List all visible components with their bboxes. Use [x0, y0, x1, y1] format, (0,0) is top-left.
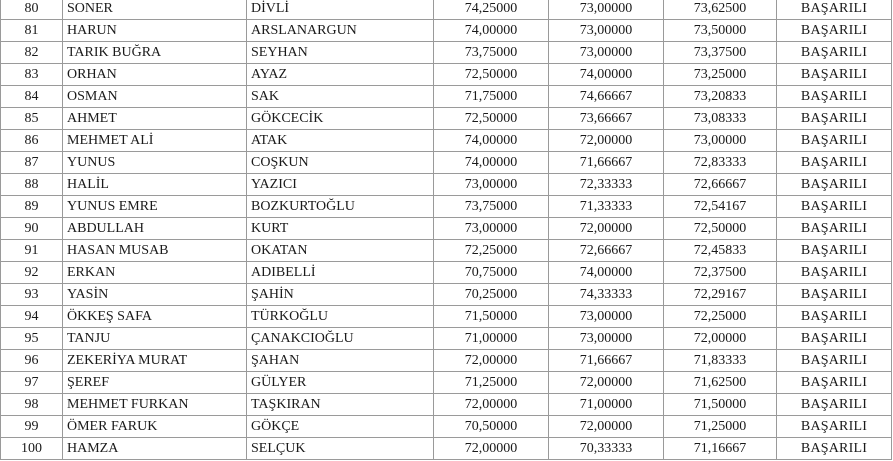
- status-cell: BAŞARILI: [777, 240, 892, 262]
- last-name-cell: AYAZ: [247, 64, 434, 86]
- row-number: 90: [1, 218, 63, 240]
- first-name-cell: ORHAN: [63, 64, 247, 86]
- last-name-cell: KURT: [247, 218, 434, 240]
- score-1-cell: 72,25000: [434, 240, 549, 262]
- score-1-cell: 70,75000: [434, 262, 549, 284]
- status-cell: BAŞARILI: [777, 152, 892, 174]
- score-1-cell: 74,00000: [434, 152, 549, 174]
- table-row: [1, 64, 892, 86]
- row-number: 82: [1, 42, 63, 64]
- score-2-cell: 73,00000: [549, 20, 664, 42]
- row-number: 97: [1, 372, 63, 394]
- row-number: 87: [1, 152, 63, 174]
- first-name-cell: HARUN: [63, 20, 247, 42]
- first-name-cell: SONER: [63, 0, 247, 20]
- average-score-cell: 72,25000: [664, 306, 777, 328]
- table-row: [1, 328, 892, 350]
- row-number: 96: [1, 350, 63, 372]
- results-table-body: [1, 0, 892, 460]
- first-name-cell: AHMET: [63, 108, 247, 130]
- table-row: [1, 20, 892, 42]
- score-1-cell: 72,50000: [434, 108, 549, 130]
- status-cell: BAŞARILI: [777, 0, 892, 20]
- average-score-cell: 72,54167: [664, 196, 777, 218]
- status-cell: BAŞARILI: [777, 284, 892, 306]
- status-cell: BAŞARILI: [777, 196, 892, 218]
- first-name-cell: MEHMET ALİ: [63, 130, 247, 152]
- score-2-cell: 74,66667: [549, 86, 664, 108]
- table-row: [1, 130, 892, 152]
- status-cell: BAŞARILI: [777, 306, 892, 328]
- last-name-cell: SELÇUK: [247, 438, 434, 460]
- row-number: 95: [1, 328, 63, 350]
- status-cell: BAŞARILI: [777, 262, 892, 284]
- score-1-cell: 73,00000: [434, 218, 549, 240]
- first-name-cell: ZEKERİYA MURAT: [63, 350, 247, 372]
- first-name-cell: ÖMER FARUK: [63, 416, 247, 438]
- score-1-cell: 73,75000: [434, 196, 549, 218]
- first-name-cell: TARIK BUĞRA: [63, 42, 247, 64]
- score-2-cell: 73,00000: [549, 0, 664, 20]
- status-cell: BAŞARILI: [777, 328, 892, 350]
- last-name-cell: YAZICI: [247, 174, 434, 196]
- score-1-cell: 72,00000: [434, 394, 549, 416]
- table-row: [1, 284, 892, 306]
- last-name-cell: ADIBELLİ: [247, 262, 434, 284]
- last-name-cell: GÖKCECİK: [247, 108, 434, 130]
- score-1-cell: 72,50000: [434, 64, 549, 86]
- average-score-cell: 73,37500: [664, 42, 777, 64]
- last-name-cell: SEYHAN: [247, 42, 434, 64]
- status-cell: BAŞARILI: [777, 416, 892, 438]
- first-name-cell: HAMZA: [63, 438, 247, 460]
- status-cell: BAŞARILI: [777, 64, 892, 86]
- row-number: 83: [1, 64, 63, 86]
- average-score-cell: 71,83333: [664, 350, 777, 372]
- last-name-cell: TAŞKIRAN: [247, 394, 434, 416]
- score-2-cell: 71,33333: [549, 196, 664, 218]
- first-name-cell: TANJU: [63, 328, 247, 350]
- score-2-cell: 72,00000: [549, 130, 664, 152]
- row-number: 88: [1, 174, 63, 196]
- score-2-cell: 73,00000: [549, 328, 664, 350]
- last-name-cell: TÜRKOĞLU: [247, 306, 434, 328]
- last-name-cell: ÇANAKCIOĞLU: [247, 328, 434, 350]
- first-name-cell: ABDULLAH: [63, 218, 247, 240]
- table-row: [1, 86, 892, 108]
- status-cell: BAŞARILI: [777, 218, 892, 240]
- score-2-cell: 73,66667: [549, 108, 664, 130]
- average-score-cell: 73,00000: [664, 130, 777, 152]
- average-score-cell: 72,45833: [664, 240, 777, 262]
- table-row: [1, 306, 892, 328]
- table-row: [1, 416, 892, 438]
- score-1-cell: 72,00000: [434, 350, 549, 372]
- score-2-cell: 71,66667: [549, 350, 664, 372]
- average-score-cell: 72,83333: [664, 152, 777, 174]
- average-score-cell: 72,66667: [664, 174, 777, 196]
- status-cell: BAŞARILI: [777, 130, 892, 152]
- score-2-cell: 72,00000: [549, 372, 664, 394]
- average-score-cell: 71,62500: [664, 372, 777, 394]
- last-name-cell: OKATAN: [247, 240, 434, 262]
- last-name-cell: COŞKUN: [247, 152, 434, 174]
- first-name-cell: ERKAN: [63, 262, 247, 284]
- row-number: 86: [1, 130, 63, 152]
- score-1-cell: 74,00000: [434, 20, 549, 42]
- status-cell: BAŞARILI: [777, 20, 892, 42]
- row-number: 84: [1, 86, 63, 108]
- first-name-cell: YASİN: [63, 284, 247, 306]
- row-number: 91: [1, 240, 63, 262]
- table-row: [1, 438, 892, 460]
- score-1-cell: 73,00000: [434, 174, 549, 196]
- average-score-cell: 72,37500: [664, 262, 777, 284]
- score-2-cell: 72,00000: [549, 416, 664, 438]
- status-cell: BAŞARILI: [777, 350, 892, 372]
- last-name-cell: ARSLANARGUN: [247, 20, 434, 42]
- table-row: [1, 152, 892, 174]
- score-2-cell: 73,00000: [549, 306, 664, 328]
- score-2-cell: 72,33333: [549, 174, 664, 196]
- score-2-cell: 71,00000: [549, 394, 664, 416]
- score-2-cell: 70,33333: [549, 438, 664, 460]
- average-score-cell: 72,29167: [664, 284, 777, 306]
- score-2-cell: 71,66667: [549, 152, 664, 174]
- last-name-cell: ŞAHAN: [247, 350, 434, 372]
- status-cell: BAŞARILI: [777, 438, 892, 460]
- table-row: [1, 394, 892, 416]
- table-row: [1, 108, 892, 130]
- row-number: 80: [1, 0, 63, 20]
- average-score-cell: 73,20833: [664, 86, 777, 108]
- row-number: 93: [1, 284, 63, 306]
- average-score-cell: 72,00000: [664, 328, 777, 350]
- table-row: [1, 240, 892, 262]
- score-2-cell: 74,00000: [549, 64, 664, 86]
- table-row: [1, 174, 892, 196]
- average-score-cell: 73,08333: [664, 108, 777, 130]
- row-number: 92: [1, 262, 63, 284]
- average-score-cell: 73,50000: [664, 20, 777, 42]
- score-1-cell: 71,50000: [434, 306, 549, 328]
- status-cell: BAŞARILI: [777, 42, 892, 64]
- last-name-cell: ATAK: [247, 130, 434, 152]
- score-2-cell: 73,00000: [549, 42, 664, 64]
- row-number: 94: [1, 306, 63, 328]
- last-name-cell: SAK: [247, 86, 434, 108]
- average-score-cell: 71,50000: [664, 394, 777, 416]
- score-2-cell: 72,00000: [549, 218, 664, 240]
- first-name-cell: ÖKKEŞ SAFA: [63, 306, 247, 328]
- score-2-cell: 74,00000: [549, 262, 664, 284]
- average-score-cell: 73,25000: [664, 64, 777, 86]
- score-1-cell: 73,75000: [434, 42, 549, 64]
- average-score-cell: 71,16667: [664, 438, 777, 460]
- row-number: 99: [1, 416, 63, 438]
- row-number: 85: [1, 108, 63, 130]
- score-1-cell: 72,00000: [434, 438, 549, 460]
- row-number: 98: [1, 394, 63, 416]
- row-number: 89: [1, 196, 63, 218]
- score-1-cell: 70,25000: [434, 284, 549, 306]
- first-name-cell: HALİL: [63, 174, 247, 196]
- status-cell: BAŞARILI: [777, 174, 892, 196]
- table-row: [1, 0, 892, 20]
- score-2-cell: 74,33333: [549, 284, 664, 306]
- status-cell: BAŞARILI: [777, 394, 892, 416]
- status-cell: BAŞARILI: [777, 108, 892, 130]
- table-row: [1, 42, 892, 64]
- score-1-cell: 71,25000: [434, 372, 549, 394]
- status-cell: BAŞARILI: [777, 86, 892, 108]
- average-score-cell: 72,50000: [664, 218, 777, 240]
- first-name-cell: ŞEREF: [63, 372, 247, 394]
- score-1-cell: 74,25000: [434, 0, 549, 20]
- score-2-cell: 72,66667: [549, 240, 664, 262]
- table-row: [1, 350, 892, 372]
- first-name-cell: OSMAN: [63, 86, 247, 108]
- average-score-cell: 71,25000: [664, 416, 777, 438]
- first-name-cell: HASAN MUSAB: [63, 240, 247, 262]
- average-score-cell: 73,62500: [664, 0, 777, 20]
- table-row: [1, 196, 892, 218]
- table-row: [1, 372, 892, 394]
- score-1-cell: 71,75000: [434, 86, 549, 108]
- table-row: [1, 218, 892, 240]
- score-1-cell: 74,00000: [434, 130, 549, 152]
- status-cell: BAŞARILI: [777, 372, 892, 394]
- score-1-cell: 71,00000: [434, 328, 549, 350]
- last-name-cell: BOZKURTOĞLU: [247, 196, 434, 218]
- last-name-cell: ŞAHİN: [247, 284, 434, 306]
- last-name-cell: GÖKÇE: [247, 416, 434, 438]
- first-name-cell: YUNUS EMRE: [63, 196, 247, 218]
- first-name-cell: YUNUS: [63, 152, 247, 174]
- first-name-cell: MEHMET FURKAN: [63, 394, 247, 416]
- row-number: 81: [1, 20, 63, 42]
- score-1-cell: 70,50000: [434, 416, 549, 438]
- table-row: [1, 262, 892, 284]
- last-name-cell: DİVLİ: [247, 0, 434, 20]
- last-name-cell: GÜLYER: [247, 372, 434, 394]
- row-number: 100: [1, 438, 63, 460]
